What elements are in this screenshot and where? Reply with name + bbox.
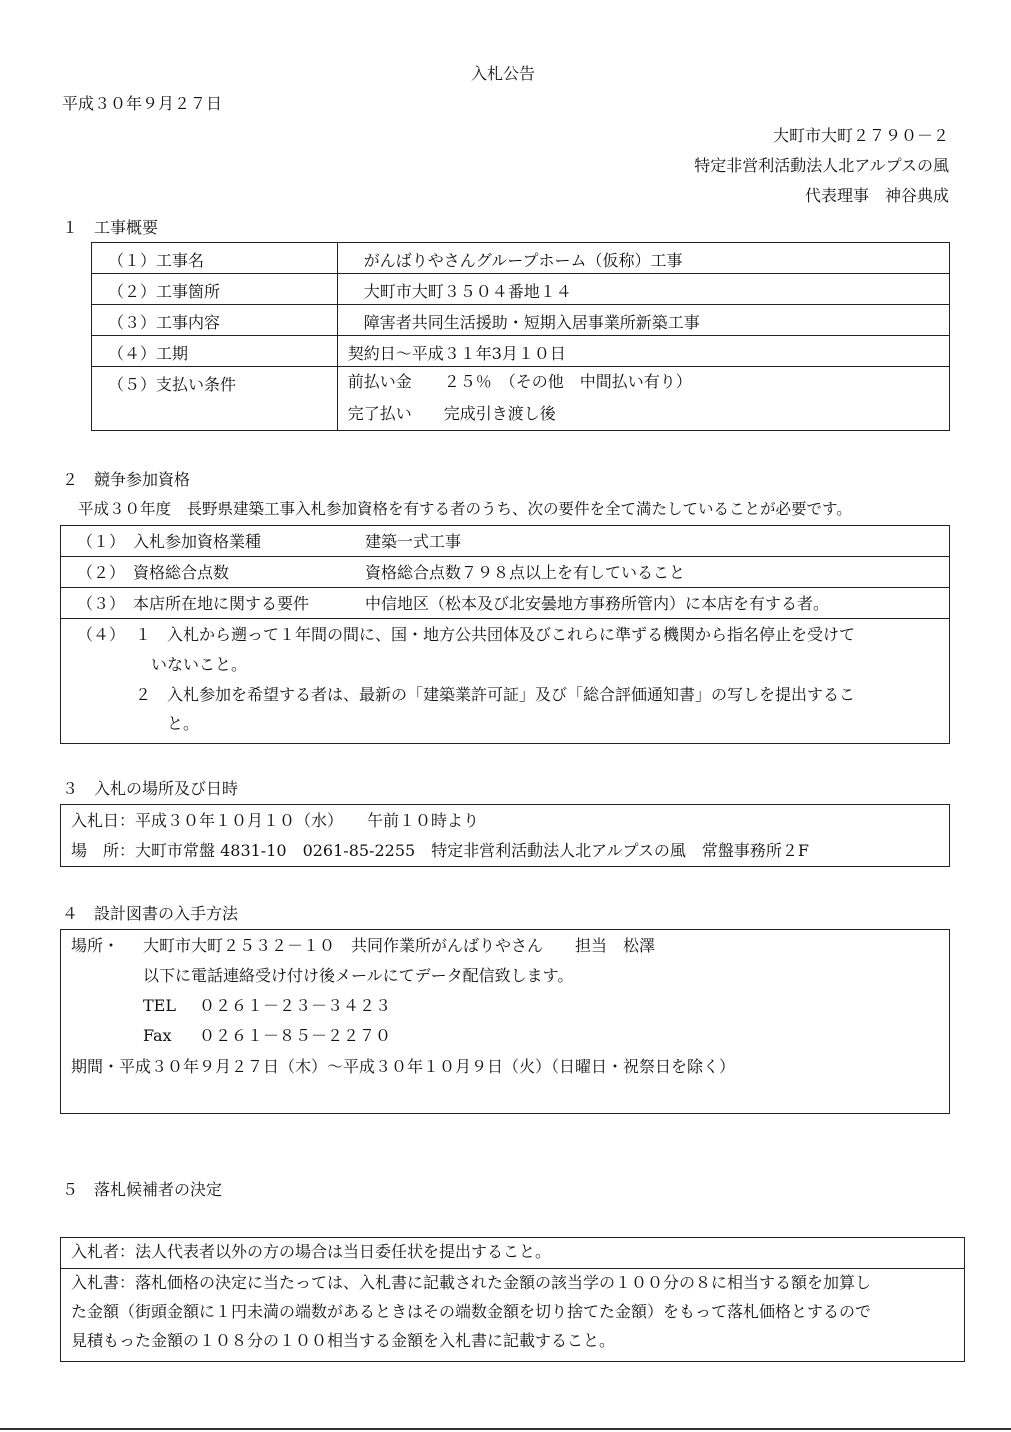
table-row — [92, 274, 950, 305]
item-text: と。 — [167, 714, 200, 733]
row-value: 建築一式工事 — [365, 532, 462, 551]
table-row — [61, 588, 950, 619]
section1-heading: １ 工事概要 — [62, 218, 159, 237]
row-label: （３）工事内容 — [92, 305, 338, 336]
construction-overview-table — [91, 242, 950, 431]
row-value: 契約日～平成３１年3月１０日 — [337, 336, 949, 367]
table-row — [61, 619, 950, 744]
bid-location: 場 所：大町市常盤 4831-10 0261-85-2255 特定非営利活動法人北アルプスの風 常盤事務所２F — [71, 841, 810, 860]
row-label: （４） — [77, 625, 126, 644]
place-label: 場所・ — [71, 936, 120, 955]
table-row — [92, 367, 950, 431]
table-row — [61, 557, 950, 588]
table-row — [61, 1238, 965, 1269]
bid-schedule-box — [60, 804, 950, 867]
row-label: （２） 資格総合点数 — [77, 563, 230, 582]
row-label: （１）工事名 — [92, 243, 338, 274]
section2-heading: ２ 競争参加資格 — [62, 470, 191, 489]
item-text: いないこと。 — [151, 655, 248, 674]
row-label: （２）工事箇所 — [92, 274, 338, 305]
row-value: 大町市大町３５０４番地１４ — [337, 274, 949, 305]
table-row — [61, 526, 950, 557]
eligibility-table — [60, 525, 950, 744]
item-text: 入札参加を希望する者は、最新の「建築業許可証」及び「総合評価通知書」の写しを提出するこ — [167, 685, 856, 704]
award-table — [60, 1237, 965, 1362]
eligibility-row — [61, 588, 950, 619]
section2-intro: 平成３０年度 長野県建築工事入札参加資格を有する者のうち、次の要件を全て満たしていることが必要です。 — [78, 500, 852, 518]
row-value: 障害者共同生活援助・短期入居事業所新築工事 — [337, 305, 949, 336]
row-value: 前払い金 ２５％ （その他 中間払い有り） 完了払い 完成引き渡し後 — [337, 367, 949, 431]
item-number: ２ — [135, 685, 152, 704]
eligibility-row-4 — [61, 619, 950, 744]
section4-heading: ４ 設計図書の入手方法 — [62, 904, 239, 923]
item-text: 入札から遡って１年間の間に、国・地方公共団体及びこれらに準ずる機関から指名停止を受けて — [167, 625, 856, 644]
issue-date: 平成３０年９月２７日 — [62, 94, 223, 113]
table-row — [92, 305, 950, 336]
row-value: がんばりやさんグループホーム（仮称）工事 — [337, 243, 949, 274]
row-value: 中信地区（松本及び北安曇地方事務所管内）に本店を有する者。 — [365, 594, 830, 613]
place-value: 大町市大町２５３２－１０ 共同作業所がんばりやさん 担当 松澤 — [143, 936, 656, 955]
award-row: 入札書：落札価格の決定に当たっては、入札書に記載された金額の該当学の１００分の８に相当する額を加算し た金額（街頭金額に１円未満の端数があるときはその端数金額を切り捨てた金額）をもって落札価格とするので 見積もった金額の１０８分の１００相当する金額を入札書に記載すること。 — [61, 1269, 965, 1362]
table-row — [92, 336, 950, 367]
tel-value: ０２６１－２３－３４２３ — [199, 996, 392, 1015]
award-row: 入札者：法人代表者以外の方の場合は当日委任状を提出すること。 — [61, 1238, 965, 1269]
row-label: （４）工期 — [92, 336, 338, 367]
bid-date: 入札日：平成３０年１０月１０（水） 午前１０時より — [71, 811, 480, 830]
distribution-period: 期間・平成３０年９月２７日（木）～平成３０年１０月９日（火）（日曜日・祝祭日を除く） — [71, 1057, 736, 1076]
table-row — [92, 243, 950, 274]
tel-label: TEL — [143, 996, 176, 1015]
row-label: （３） 本店所在地に関する要件 — [77, 594, 310, 613]
section5-heading: ５ 落札候補者の決定 — [62, 1180, 223, 1199]
row-label: （５）支払い条件 — [92, 367, 338, 431]
table-row — [61, 1269, 965, 1362]
issuer-address: 大町市大町２７９０－２ — [772, 126, 949, 145]
issuer-org: 特定非営利活動法人北アルプスの風 — [694, 156, 949, 175]
item-number: １ — [135, 625, 152, 644]
eligibility-row — [61, 526, 950, 557]
documents-box — [60, 929, 950, 1114]
row-value: 資格総合点数７９８点以上を有していること — [365, 563, 686, 582]
delivery-note: 以下に電話連絡受け付け後メールにてデータ配信致します。 — [143, 966, 574, 985]
fax-label: Fax — [143, 1026, 172, 1045]
eligibility-row — [61, 557, 950, 588]
issuer-rep: 代表理事 神谷典成 — [804, 186, 949, 205]
section3-heading: ３ 入札の場所及び日時 — [62, 779, 239, 798]
fax-value: ０２６１－８５－２２７０ — [199, 1026, 392, 1045]
row-label: （１） 入札参加資格業種 — [77, 532, 262, 551]
page-bottom-rule — [0, 1428, 1011, 1430]
page-title: 入札公告 — [471, 64, 536, 83]
